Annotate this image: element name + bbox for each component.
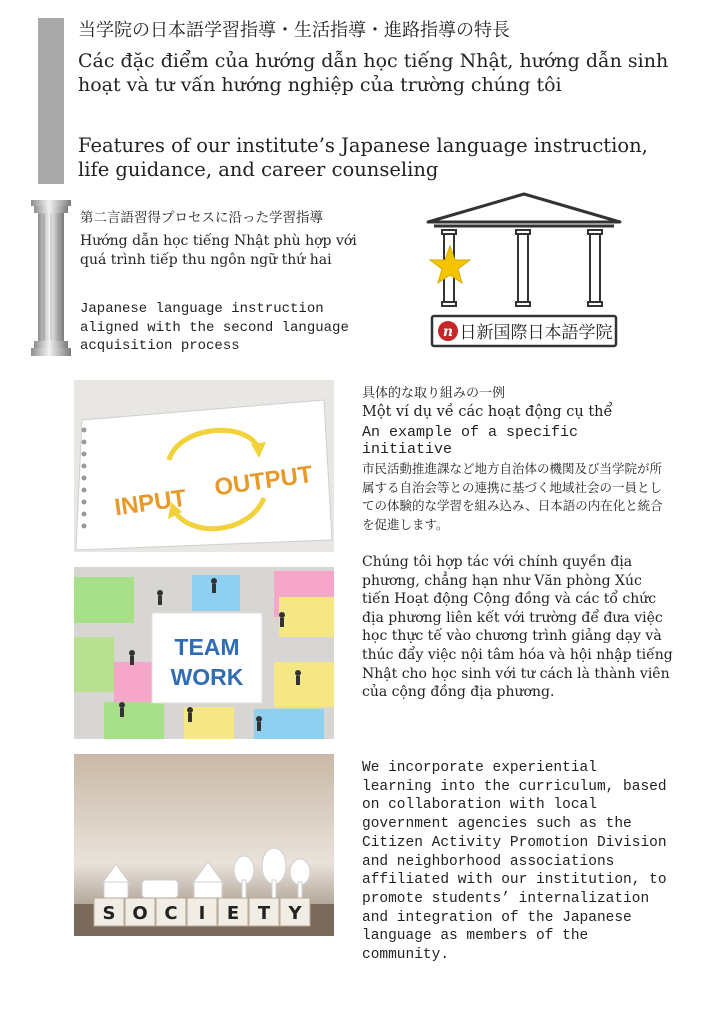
header-title-ja: 当学院の日本語学習指導・生活指導・進路指導の特長 [78,20,510,41]
input-word: INPUT [112,484,188,522]
society-letter: T [257,903,271,924]
team-word: TEAM [174,634,240,660]
photo-team-work [74,567,334,739]
section2-body-en: We incorporate experiential learning into the curriculum, based on collaboration with local government agencies such as the Citizen Activity Promotion Division and neighborhood associations affiliated with our institution, to promote students’ internalization and integration of the Japanese language as members of the community. [362,760,667,964]
society-letter: S [102,903,116,924]
society-letter: I [198,903,206,924]
society-letter: E [226,903,240,924]
society-letter: Y [288,903,302,924]
school-name: 日新国際日本語学院 [459,323,613,343]
section1-title-ja: 第二言語習得プロセスに沿った学習指導 [80,210,323,226]
society-letter: C [164,903,178,924]
header-title-vi: Các đặc điểm của hướng dẫn học tiếng Nhật, hướng dẫn sinh hoạt và tư vấn hướng nghiệp của trường chúng tôi [78,50,669,96]
section2-body-vi: Chúng tôi hợp tác với chính quyền địa phương, chẳng hạn như Văn phòng Xúc tiến Hoạt động Cộng đồng và các tổ chức địa phương liên kết với trường để đưa việc học thực tế vào chương trình giảng dạy và thúc đẩy việc nội tâm hóa và hội nhập tiếng Nhật cho học sinh với tư cách là thành viên của cộng đồng địa phương. [362,554,673,701]
society-letter: O [132,903,148,924]
school-building-logo [424,190,624,350]
section2-body-ja: 市民活動推進課など地方自治体の機関及び当学院が所属する自治会等との連携に基づく地域社会の一員としての体験的な学習を組み込み、日本語の内在化と統合を促進します。 [362,461,663,532]
photo-input-output [74,380,334,552]
section2-label-en: An example of a specific initiative [362,424,579,458]
section2-label-vi: Một ví dụ về các hoạt động cụ thể [362,404,613,420]
school-mark-icon: n [442,324,454,340]
work-word: WORK [170,664,244,690]
output-word: OUTPUT [212,460,315,502]
section2-label-ja: 具体的な取り組みの一例 [362,386,506,401]
header-title-en: Features of our institute’s Japanese language instruction, life guidance, and career counseling [78,134,648,181]
section1-title-en: Japanese language instruction aligned with the second language acquisition process [80,301,349,354]
photo-society-blocks [74,754,334,936]
header-accent-bar [38,18,64,184]
column-pillar-icon [30,200,72,356]
section1-title-vi: Hướng dẫn học tiếng Nhật phù hợp với quá trình tiếp thu ngôn ngữ thứ hai [80,233,357,268]
society-blocks [94,898,310,926]
